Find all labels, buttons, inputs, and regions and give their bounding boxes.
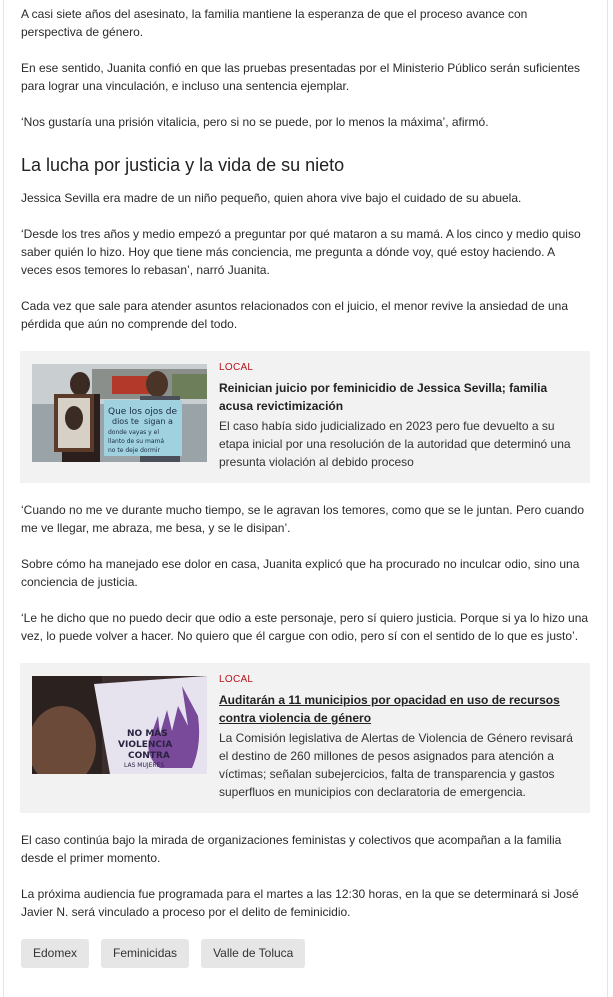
tag-feminicidas[interactable]: Feminicidas (101, 939, 189, 968)
sign-text: Que los ojos de (108, 407, 178, 417)
sign-text: no te deje dormir (108, 447, 160, 454)
sign-text: NO MÁS (127, 729, 168, 739)
protest-photo-illustration (32, 364, 207, 462)
paragraph: ‘Le he dicho que no puedo decir que odio a este personaje, pero sí quiero justicia. Porque si ya lo hizo una vez, lo puede volver a hacer. No quiero que él cargue con odio, pero sí con el sentido de lo que es justo’. (21, 611, 589, 643)
tag-list (21, 939, 589, 968)
paragraph: Sobre cómo ha manejado ese dolor en casa, Juanita explicó que ha procurado no inculcar odio, sino una conciencia de justicia. (21, 557, 580, 589)
related-article-title-2[interactable]: Auditarán a 11 municipios por opacidad en uso de recursos contra violencia de género (219, 693, 560, 725)
sign-text: sigan a (144, 417, 173, 426)
paragraph: ‘Nos gustaría una prisión vitalicia, pero si no se puede, por lo menos la máxima’, afirmó. (21, 115, 489, 129)
paragraph: Jessica Sevilla era madre de un niño pequeño, quien ahora vive bajo el cuidado de su abuela. (21, 191, 522, 205)
paragraph: En ese sentido, Juanita confió en que las pruebas presentadas por el Ministerio Público serán suficientes para lograr una vinculación, e incluso una sentencia ejemplar. (21, 61, 581, 93)
sign-text: VIOLENCIA (118, 740, 173, 750)
section-subheading: La lucha por justicia y la vida de su nieto (21, 155, 345, 175)
related-article-body-2 (219, 673, 576, 801)
paragraph: El caso continúa bajo la mirada de organizaciones feministas y colectivos que acompañan a la familia desde el primer momento. (21, 833, 562, 865)
related-article-description-2: La Comisión legislativa de Alertas de Violencia de Género revisará el destino de 260 millones de pesos asignados para atención a víctimas; señalan subejercicios, falta de transparencia y gastos superfluos en municipios con declaratoria de emergencia. (219, 731, 573, 799)
related-article-description-1: El caso había sido judicializado en 2023 pero fue devuelto a su etapa inicial por una resolución de la autoridad que determinó una presunta violación al debido proceso (219, 419, 571, 469)
protest-sign-photo-illustration (32, 676, 207, 774)
sign-text: dios te (112, 417, 139, 426)
tag-valle-de-toluca[interactable]: Valle de Toluca (201, 939, 305, 968)
paragraph: A casi siete años del asesinato, la familia mantiene la esperanza de que el proceso avance con perspectiva de género. (21, 7, 528, 39)
related-article-title-1[interactable]: Reinician juicio por feminicidio de Jessica Sevilla; familia acusa revictimización (219, 381, 548, 413)
paragraph: ‘Desde los tres años y medio empezó a preguntar por qué mataron a su mamá. A los cinco y medio quiso saber quién lo hizo. Hoy que tiene más conciencia, me pregunta a dónde voy, qué estoy haciendo. A veces esos temores lo rebasan’, narró Juanita. (21, 227, 581, 277)
related-article-image-2[interactable] (32, 676, 207, 774)
article-body (4, 0, 607, 968)
related-article-body-1 (219, 361, 576, 471)
sign-text: CONTRA (128, 751, 170, 761)
paragraph: ‘Cuando no me ve durante mucho tiempo, se le agravan los temores, como que se le juntan. Pero cuando me ve llegar, me abraza, me besa, y se le disipan’. (21, 503, 584, 535)
related-article-image-1[interactable] (32, 364, 207, 462)
tag-edomex[interactable]: Edomex (21, 939, 89, 968)
category-label[interactable]: LOCAL (219, 674, 254, 685)
article-page (3, 0, 608, 997)
category-label[interactable]: LOCAL (219, 362, 254, 373)
sign-text: donde vayas y el (108, 429, 159, 436)
paragraph: Cada vez que sale para atender asuntos relacionados con el juicio, el menor revive la ansiedad de una pérdida que aún no comprende del todo. (21, 299, 569, 331)
related-article-card-2[interactable] (20, 663, 590, 813)
sign-text: LAS MUJERES (124, 762, 165, 769)
paragraph: La próxima audiencia fue programada para el martes a las 12:30 horas, en la que se determinará si José Javier N. será vinculado a proceso por el delito de feminicidio. (21, 887, 579, 919)
related-article-card-1[interactable] (20, 351, 590, 483)
sign-text: llanto de su mamá (108, 438, 165, 445)
